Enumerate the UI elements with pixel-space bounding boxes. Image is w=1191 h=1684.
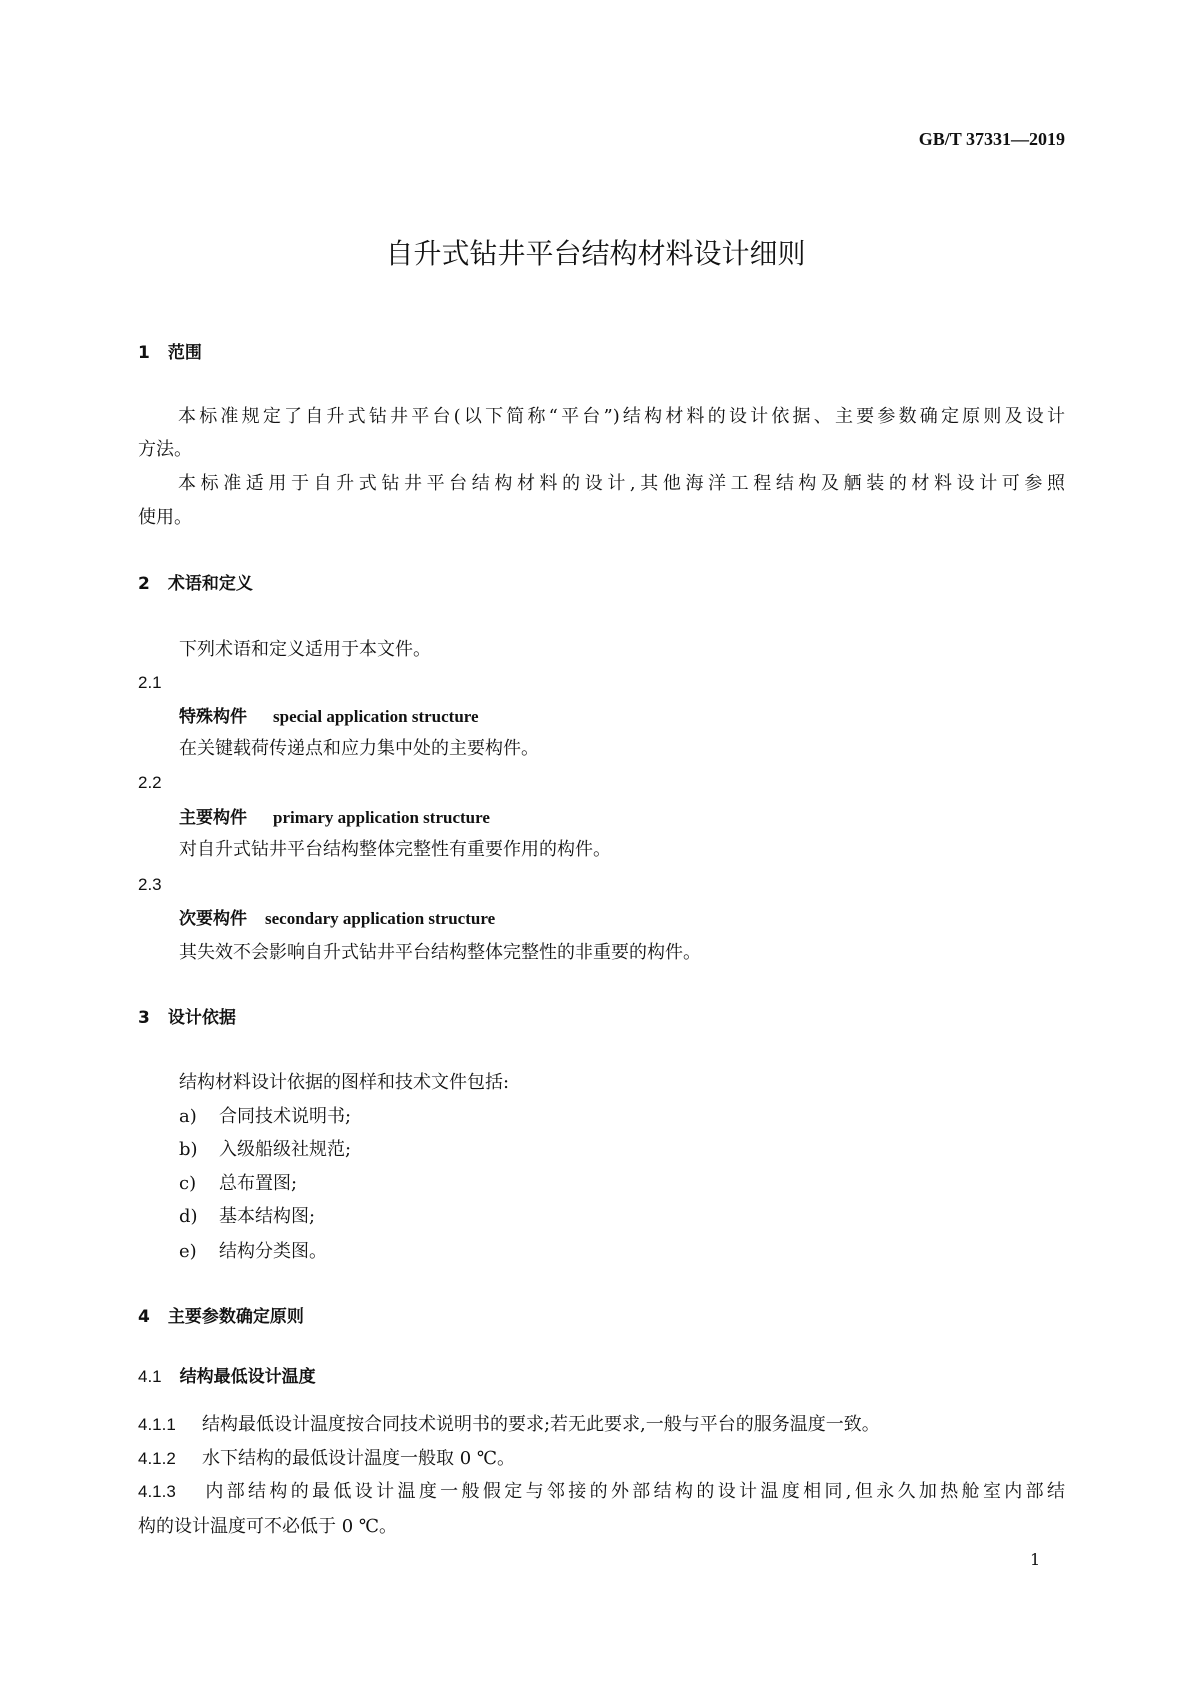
- section-4-heading: 4 主要参数确定原则: [138, 1307, 304, 1327]
- clause-4-1-3-line-2: 构的设计温度可不必低于 0 ℃。: [138, 1516, 398, 1537]
- clause-4-1-1: 4.1.1 结构最低设计温度按合同技术说明书的要求;若无此要求,一般与平台的服务温度一致。: [138, 1414, 880, 1435]
- term-number: 2.2: [138, 773, 162, 792]
- list-item: a) 合同技术说明书;: [179, 1106, 352, 1127]
- s1-paragraph-1-line-2: 方法。: [138, 439, 192, 460]
- s2-intro: 下列术语和定义适用于本文件。: [179, 639, 431, 660]
- term-heading: 次要构件 secondary application structure: [179, 909, 496, 929]
- clause-4-1-2: 4.1.2 水下结构的最低设计温度一般取 0 ℃。: [138, 1448, 516, 1469]
- section-1-heading: 1 范围: [138, 343, 202, 363]
- term-definition: 其失效不会影响自升式钻井平台结构整体完整性的非重要的构件。: [179, 942, 701, 963]
- section-3-heading: 3 设计依据: [138, 1008, 236, 1028]
- section-2-heading: 2 术语和定义: [138, 574, 253, 594]
- list-item: d) 基本结构图;: [179, 1206, 316, 1227]
- term-heading: 特殊构件 special application structure: [179, 707, 479, 727]
- s1-paragraph-2-line-1: 本标准适用于自升式钻井平台结构材料的设计,其他海洋工程结构及舾装的材料设计可参照: [178, 473, 1065, 494]
- subsection-4-1-heading: 4.1 结构最低设计温度: [138, 1367, 316, 1387]
- term-heading: 主要构件 primary application structure: [179, 808, 490, 828]
- page-number: 1: [1030, 1550, 1041, 1569]
- term-number: 2.3: [138, 875, 162, 894]
- list-item: b) 入级船级社规范;: [179, 1139, 352, 1160]
- s1-paragraph-2-line-2: 使用。: [138, 507, 192, 528]
- s3-intro: 结构材料设计依据的图样和技术文件包括:: [179, 1072, 510, 1093]
- s1-paragraph-1-line-1: 本标准规定了自升式钻井平台(以下简称“平台”)结构材料的设计依据、主要参数确定原则及设计: [178, 406, 1065, 427]
- page-title: 自升式钻井平台结构材料设计细则: [385, 237, 806, 270]
- term-definition: 在关键载荷传递点和应力集中处的主要构件。: [179, 738, 539, 759]
- term-definition: 对自升式钻井平台结构整体完整性有重要作用的构件。: [179, 839, 611, 860]
- term-number: 2.1: [138, 673, 162, 692]
- clause-4-1-3-line-1: 4.1.3 内部结构的最低设计温度一般假定与邻接的外部结构的设计温度相同,但永久加热舱室内部结: [138, 1481, 1065, 1502]
- list-item: c) 总布置图;: [179, 1173, 298, 1194]
- list-item: e) 结构分类图。: [179, 1241, 327, 1262]
- standard-number: GB/T 37331—2019: [918, 129, 1065, 149]
